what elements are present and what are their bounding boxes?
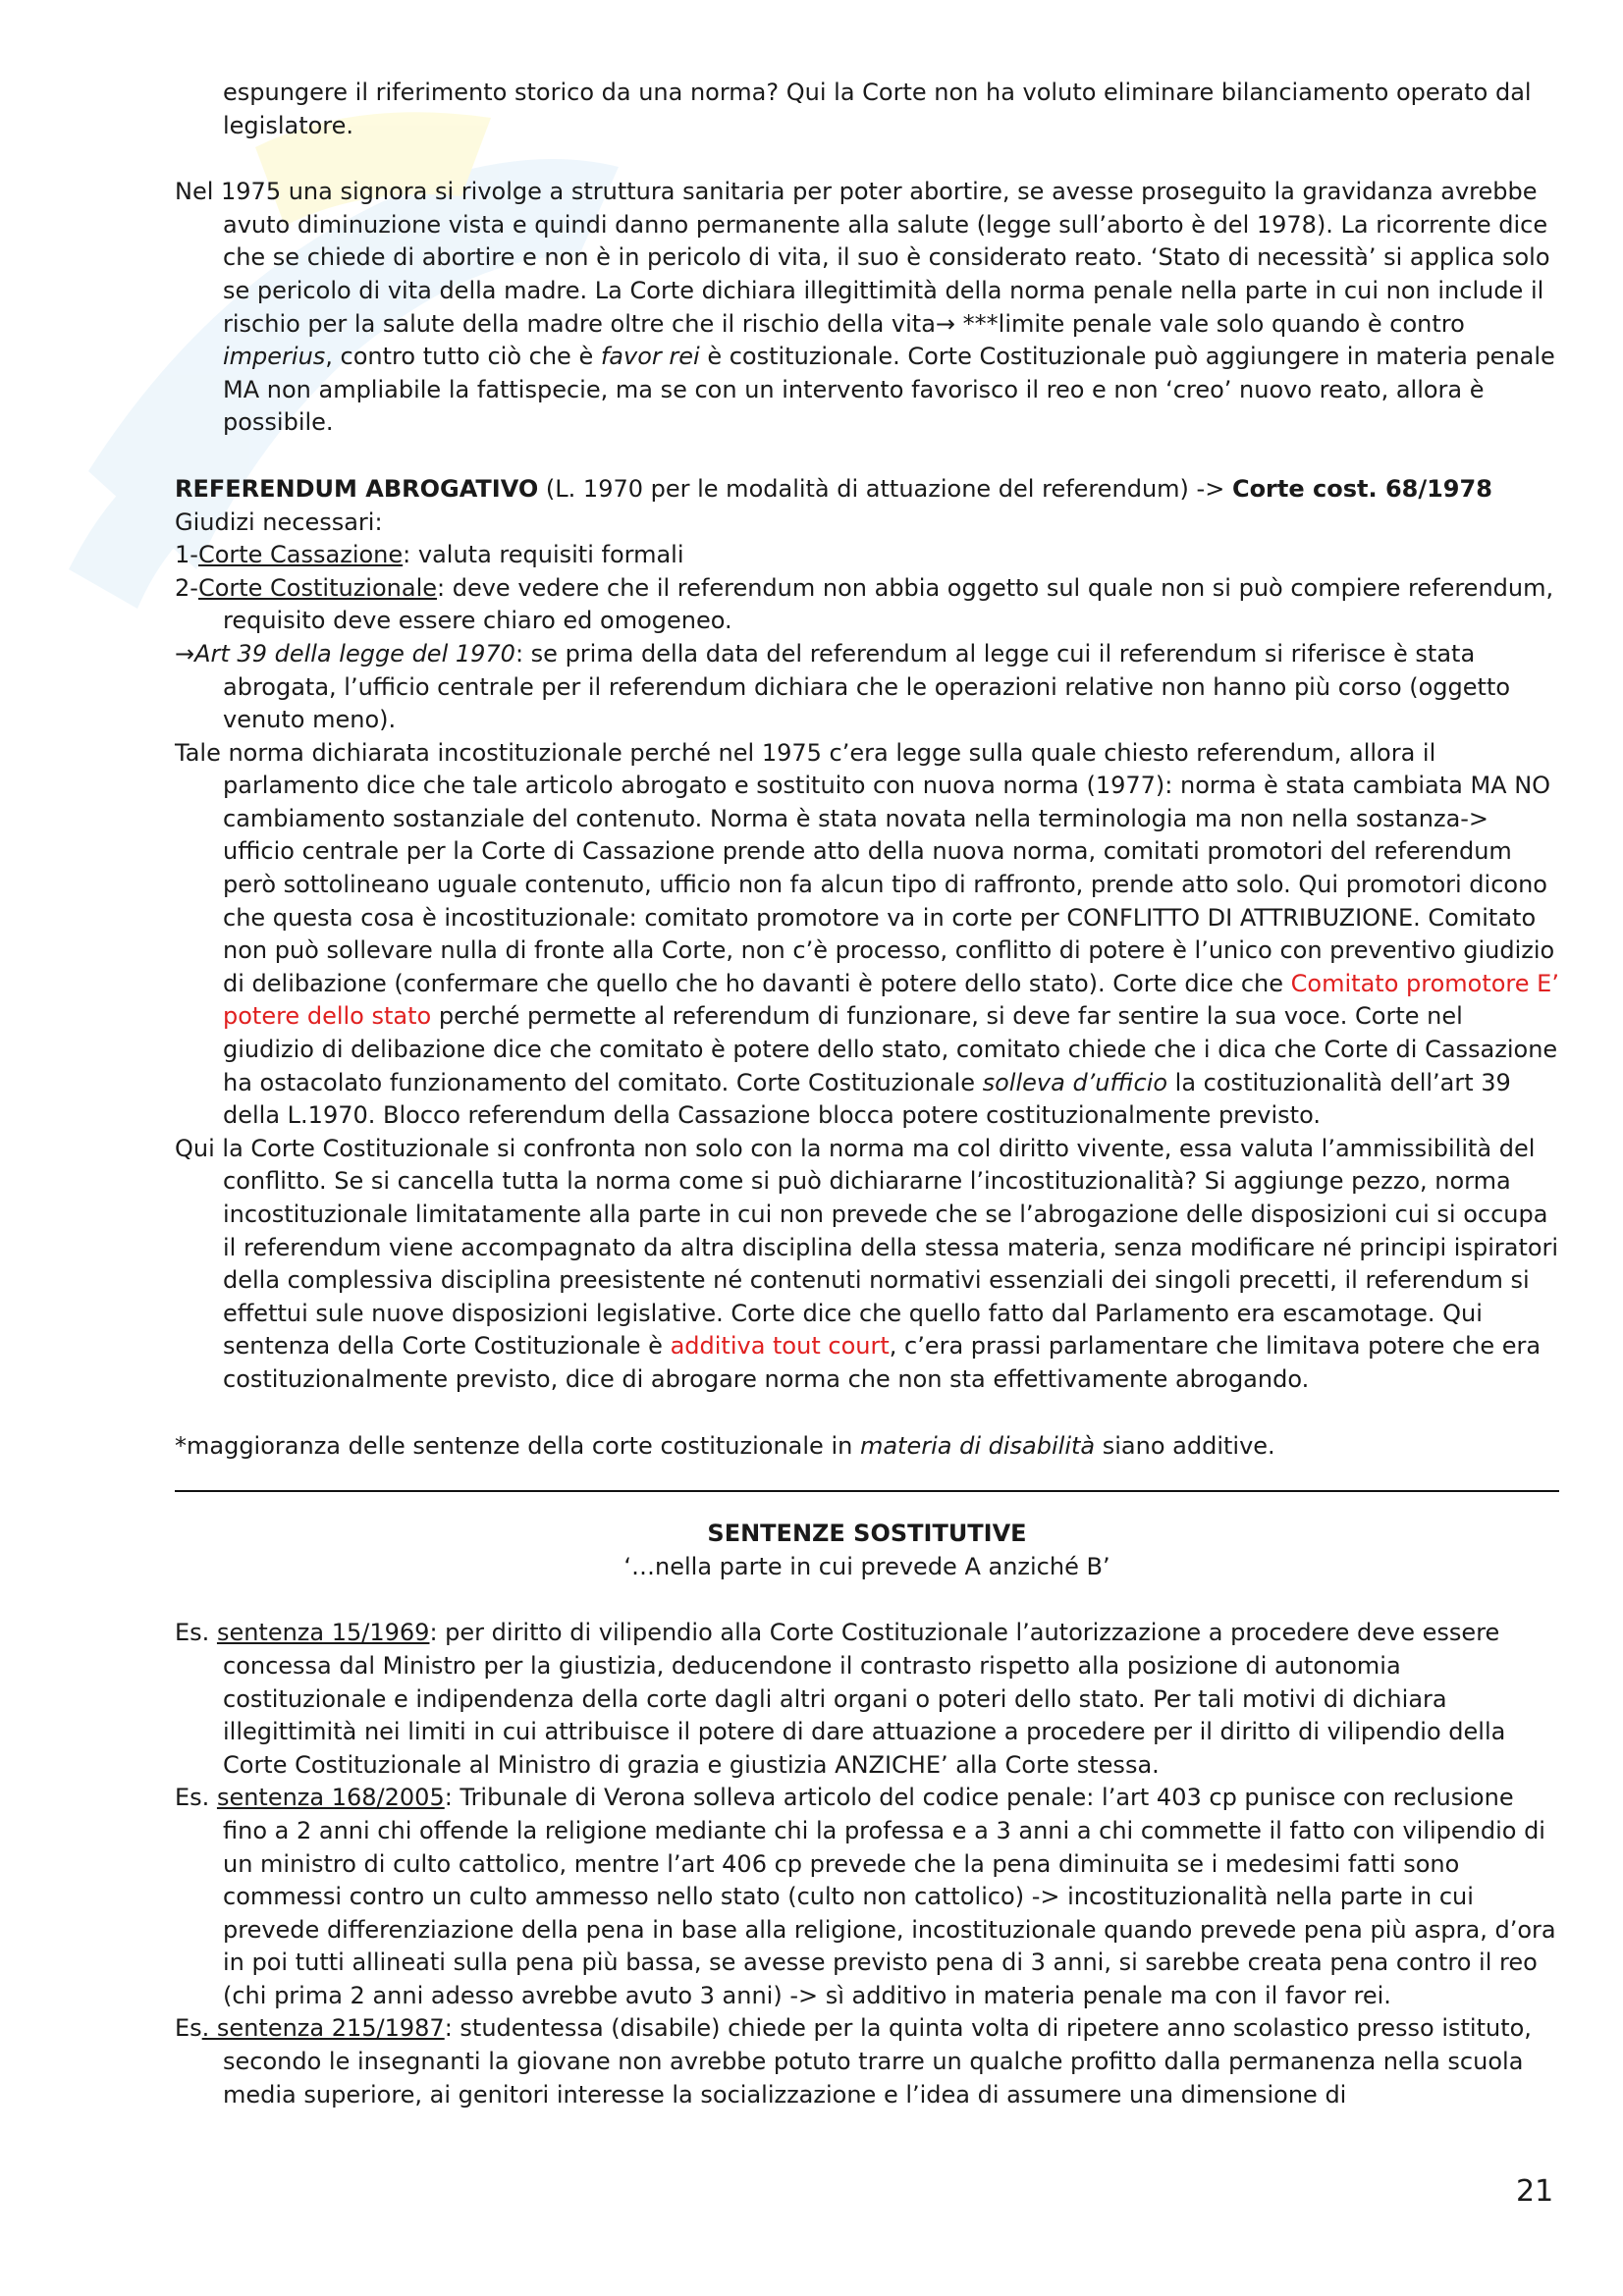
list-item: →Art 39 della legge del 1970: se prima della data del referendum al legge cui il referendum si riferisce è stata abrogata, l’ufficio centrale per il referendum dichiara che le operazioni relative non hanno più corso (oggetto venuto meno). xyxy=(175,639,1511,734)
page-content xyxy=(175,77,1559,2111)
example-item: Es. sentenza 215/1987: studentessa (disabile) chiede per la quinta volta di ripetere anno scolastico presso istituto, secondo le insegnanti la giovane non avrebbe potuto trarre un qualche profitto dalla permanenza nella scuola media superiore, ai genitori interesse la socializzazione e l’idea di assumere una dimensione di xyxy=(175,2014,1532,2109)
arrow-icon: → xyxy=(175,639,195,667)
referendum-heading: REFERENDUM ABROGATIVO (L. 1970 per le modalità di attuazione del referendum) -> Corte cost. 68/1978 xyxy=(175,474,1492,503)
list-item: 1-Corte Cassazione: valuta requisiti formali xyxy=(175,541,684,569)
paragraph-living-law: Qui la Corte Costituzionale si confronta non solo con la norma ma col diritto vivente, essa valuta l’ammissibilità del conflitto. Se si cancella tutta la norma come si può dichiararne l’incostituzionalità? Si aggiunge pezzo, norma incostituzionale limitatamente alla parte in cui non prevede che se l’abrogazione delle disposizioni cui si occupa il referendum viene accompagnato da altra disciplina della stessa materia, senza modificare né principi ispiratori della complessiva disciplina preesistente né contenuti normativi essenziali dei singoli precetti, il referendum si effettui sule nuove disposizioni legislative. Corte dice che quello fatto dal Parlamento era escamotage. Qui sentenza della Corte Costituzionale è additiva tout court, c’era prassi parlamentare che limitava potere che era costituzionalmente previsto, dice di abrogare norma che non sta effettivamente abrogando. xyxy=(175,1134,1559,1393)
page-number: 21 xyxy=(1516,2174,1554,2209)
paragraph-conflict: Tale norma dichiarata incostituzionale perché nel 1975 c’era legge sulla quale chiesto referendum, allora il parlamento dice che tale articolo abrogato e sostituito con nuova norma (1977): norma è stata cambiata MA NO cambiamento sostanziale del contenuto. Norma è stata novata nella terminologia ma non nella sostanza-> ufficio centrale per la Corte di Cassazione prende atto della nuova norma, comitati promotori del referendum però sottolineano uguale contenuto, ufficio non fa alcun tipo di raffronto, prende atto solo. Qui promotori dicono che questa cosa è incostituzionale: comitato promotore va in corte per CONFLITTO DI ATTRIBUZIONE. Comitato non può sollevare nulla di fronte alla Corte, non c’è processo, conflitto di potere è l’unico con preventivo giudizio di delibazione (confermare che quello che ho davanti è potere dello stato). Corte dice che Comitato promotore E’ potere dello stato perché permette al referendum di funzionare, si deve far sentire la sua voce. Corte nel giudizio di delibazione dice che comitato è potere dello stato, comitato chiede che i dica che Corte di Cassazione ha ostacolato funzionamento del comitato. Corte Costituzionale solleva d’ufficio la costituzionalità dell’art 39 della L.1970. Blocco referendum della Cassazione blocca potere costituzionalmente previsto. xyxy=(175,738,1559,1130)
paragraph-continuation: espungere il riferimento storico da una norma? Qui la Corte non ha voluto eliminare bilanciamento operato dal legislatore. xyxy=(223,79,1532,139)
note-disability: *maggioranza delle sentenze della corte costituzionale in materia di disabilità siano additive. xyxy=(175,1431,1275,1460)
section-divider xyxy=(175,1490,1559,1492)
arrow-icon: → xyxy=(935,309,956,338)
section-title: SENTENZE SOSTITUTIVE xyxy=(707,1520,1027,1548)
list-item: 2-Corte Costituzionale: deve vedere che il referendum non abbia oggetto sul quale non si può compiere referendum, requisito deve essere chiaro ed omogeneo. xyxy=(175,573,1554,635)
section-subtitle: ‘…nella parte in cui prevede A anziché B’ xyxy=(623,1552,1110,1580)
judgments-label: Giudizi necessari: xyxy=(175,507,383,536)
example-item: Es. sentenza 15/1969: per diritto di vilipendio alla Corte Costituzionale l’autorizzazione a procedere deve essere concessa dal Ministro per la giustizia, deducendone il contrasto rispetto alla posizione di autonomia costituzionale e indipendenza della corte dagli altri organi o poteri dello stato. Per tali motivi di dichiara illegittimità nei limiti in cui attribuisce il potere di dare attuazione a procedere per il diritto di vilipendio della Corte Costituzionale al Ministro di grazia e giustizia ANZICHE’ alla Corte stessa. xyxy=(175,1619,1506,1779)
example-item: Es. sentenza 168/2005: Tribunale di Verona solleva articolo del codice penale: l’art 403 cp punisce con reclusione fino a 2 anni chi offende la religione mediante chi la professa e a 3 anni a chi commette il fatto con vilipendio di un ministro di culto cattolico, mentre l’art 406 cp prevede che la pena diminuita se i medesimi fatti sono commessi contro un culto ammesso nello stato (culto non cattolico) -> incostituzionalità nella parte in cui prevede differenziazione della pena in base alla religione, incostituzionale quando prevede pena più aspra, d’ora in poi tutti allineati sulla pena più bassa, se avesse previsto pena di 3 anni, si sarebbe creata pena contro il reo (chi prima 2 anni adesso avrebbe avuto 3 anni) -> sì additivo in materia penale ma con il favor rei. xyxy=(175,1784,1556,2009)
paragraph-abortion-case: Nel 1975 una signora si rivolge a struttura sanitaria per poter abortire, se avesse proseguito la gravidanza avrebbe avuto diminuzione vista e quindi danno permanente alla salute (legge sull’aborto è del 1978). La ricorrente dice che se chiede di abortire e non è in pericolo di vita, il suo è considerato reato. ‘Stato di necessità’ si applica solo se pericolo di vita della madre. La Corte dichiara illegittimità della norma penale nella parte in cui non include il rischio per la salute della madre oltre che il rischio della vita→ ***limite penale vale solo quando è contro imperius, contro tutto ciò che è favor rei è costituzionale. Corte Costituzionale può aggiungere in materia penale MA non ampliabile la fattispecie, ma se con un intervento favorisco il reo e non ‘creo’ nuovo reato, allora è possibile. xyxy=(175,178,1555,437)
